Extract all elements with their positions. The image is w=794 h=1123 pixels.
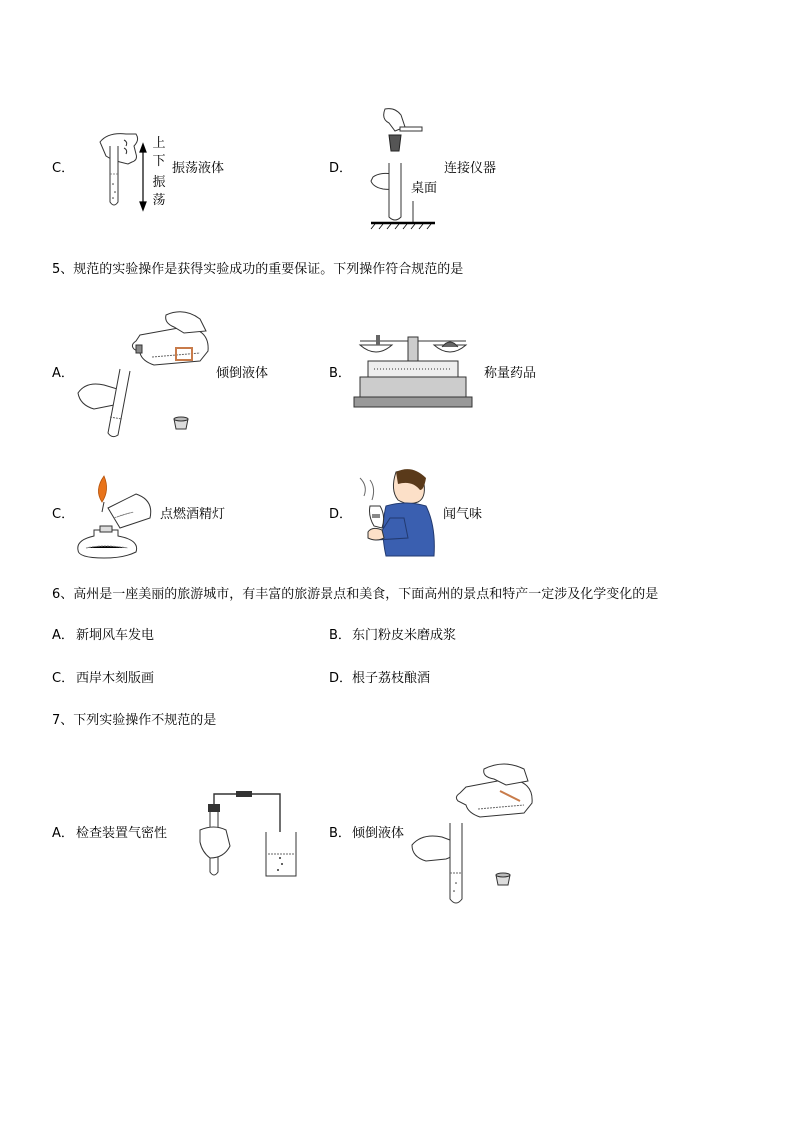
stopper-icon	[496, 873, 510, 885]
question-6-stem: 6、高州是一座美丽的旅游城市，有丰富的旅游景点和美食，下面高州的景点和特产一定涉及化学变化的是	[52, 587, 659, 602]
option-letter: A．	[52, 366, 74, 381]
option-label: 西岸木刻版画	[76, 671, 155, 686]
bottle-icon	[456, 779, 532, 817]
stopper-icon	[174, 417, 188, 429]
airtightness-apparatus-figure	[180, 786, 304, 880]
question-7-stem: 7、下列实验操作不规范的是	[52, 713, 217, 728]
arrow-char: 上	[152, 136, 166, 151]
option-letter: A．	[52, 628, 74, 643]
option-label: 闻气味	[443, 507, 483, 522]
test-tube-icon	[389, 163, 401, 220]
hand-icon	[200, 827, 230, 858]
option-label: 东门粉皮米磨成浆	[352, 628, 457, 643]
option-label: 点燃酒精灯	[160, 507, 226, 522]
option-letter: C．	[52, 507, 75, 522]
boy-sniffing-icon	[346, 466, 438, 556]
question-5-stem: 5、规范的实验操作是获得实验成功的重要保证。下列操作符合规范的是	[52, 262, 464, 277]
alcohol-lamp-icon	[74, 472, 156, 558]
option-letter: D．	[329, 671, 353, 686]
option-label: 倾倒液体	[352, 826, 405, 841]
option-label: 连接仪器	[444, 161, 497, 176]
beaker-icon	[266, 832, 296, 876]
option-letter: D．	[329, 507, 353, 522]
option-letter: D．	[329, 161, 353, 176]
option-letter: B．	[329, 366, 351, 381]
option-label: 检查装置气密性	[76, 826, 168, 841]
option-letter: C．	[52, 161, 75, 176]
option-label: 倾倒液体	[216, 366, 269, 381]
hand-icon	[100, 134, 138, 164]
option-label: 振荡液体	[172, 161, 225, 176]
pouring-liquid-figure	[408, 757, 536, 907]
test-tube-icon	[450, 823, 462, 903]
bottle-icon	[132, 327, 208, 365]
arrow-char: 荡	[152, 193, 166, 208]
option-label: 根子荔枝酿酒	[352, 671, 431, 686]
option-letter: B．	[329, 826, 351, 841]
desk-label: 桌面	[411, 181, 438, 196]
option-letter: B．	[329, 628, 351, 643]
double-arrow-icon	[140, 144, 146, 210]
connecting-apparatus-figure	[355, 105, 440, 230]
option-letter: A．	[52, 826, 74, 841]
arrow-char: 下	[152, 154, 166, 169]
option-label: 称量药品	[484, 366, 537, 381]
stopper-icon	[389, 127, 422, 151]
flame-icon	[98, 476, 106, 502]
pouring-liquid-figure	[74, 305, 214, 440]
option-letter: C．	[52, 671, 75, 686]
test-tube-icon	[110, 146, 118, 205]
arrow-char: 振	[152, 175, 166, 190]
balance-icon	[354, 333, 472, 413]
option-label: 新垌风车发电	[76, 628, 155, 643]
